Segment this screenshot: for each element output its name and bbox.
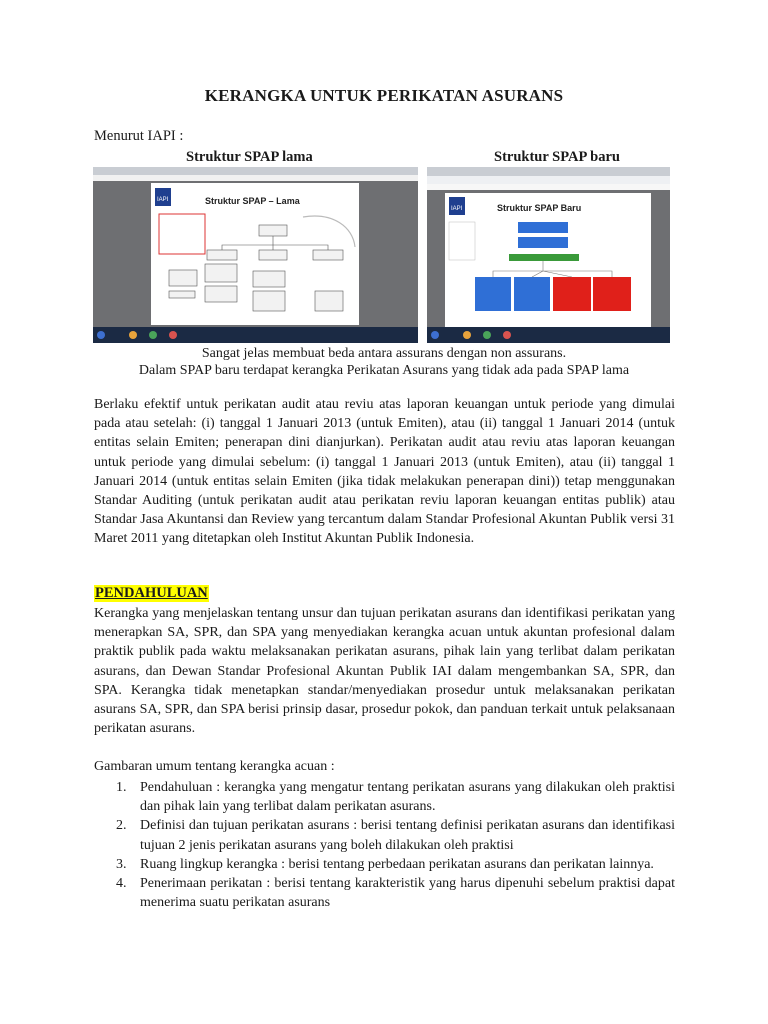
list-intro: Gambaran umum tentang kerangka acuan : — [94, 759, 335, 774]
document-title: KERANGKA UNTUK PERIKATAN ASURANS — [204, 86, 564, 105]
list-item-number: 4. — [116, 876, 127, 892]
list-item — [94, 778, 675, 816]
new-slide-title: Struktur SPAP Baru — [497, 203, 582, 213]
list-item-text: Pendahuluan : kerangka yang mengatur tentang perikatan asurans yang dilakukan oleh praktisi dan pihak lain yang terlibat dalam perikatan asurans. — [140, 780, 675, 815]
list-item — [94, 816, 675, 854]
old-slide-title: Struktur SPAP – Lama — [205, 196, 300, 206]
figure-note-1: Sangat jelas membuat beda antara assurans dengan non assurans. — [201, 346, 567, 361]
old-structure-caption: Struktur SPAP lama — [186, 149, 313, 165]
new-spap-figure — [427, 167, 670, 343]
list-item-number: 2. — [116, 818, 127, 834]
framework-overview-list — [94, 778, 675, 912]
list-item-number: 3. — [116, 856, 127, 872]
new-spap-screenshot — [427, 167, 670, 343]
list-item-text: Penerimaan perikatan : berisi tentang karakteristik yang harus dipenuhi sebelum praktisi dapat menerima suatu perikatan asurans — [140, 876, 675, 911]
list-item-text: Ruang lingkup kerangka : berisi tentang perbedaan perikatan asurans dan perikatan lainnya. — [140, 856, 654, 872]
old-spap-screenshot — [93, 167, 418, 343]
intro-label: Menurut IAPI : — [94, 128, 184, 144]
list-item-text: Definisi dan tujuan perikatan asurans : berisi tentang definisi perikatan asurans dan identifikasi tujuan 2 jenis perikatan asurans yang boleh dilakukan oleh praktisi — [140, 818, 675, 853]
effective-date-paragraph: Berlaku efektif untuk perikatan audit atau reviu atas laporan keuangan untuk periode yang dimulai pada atau setelah: (i) tanggal 1 Januari 2013 (untuk Emiten), atau (ii) tanggal 1 Januari 2014 (untuk entitas selain Emiten; penerapan dini dianjurkan). Perikatan audit atau reviu atas laporan keuangan untuk periode yang dimulai sebelum: (i) tanggal 1 Januari 2013 (untuk Emiten), atau (ii) tanggal 1 Januari 2014 (untuk entitas selain Emiten (jika tidak melakukan penerapan dini)) tetap menggunakan Standar Auditing (untuk perikatan audit atau perikatan reviu laporan keuangan entitas publik) atau Standar Jasa Akuntansi dan Review yang tercantum dalam Standar Profesional Akuntan Publik versi 31 Maret 2011 yang ditetapkan oleh Institut Akuntan Publik Indonesia. — [94, 397, 675, 547]
section-heading: PENDAHULUAN — [95, 585, 208, 601]
iapi-logo-text: IAPI — [157, 197, 169, 203]
figure-note-2: Dalam SPAP baru terdapat kerangka Perikatan Asurans yang tidak ada pada SPAP lama — [138, 363, 630, 378]
list-item — [94, 874, 675, 912]
old-spap-figure — [93, 167, 418, 343]
introduction-paragraph: Kerangka yang menjelaskan tentang unsur dan tujuan perikatan asurans dan identifikasi perikatan yang menerapkan SA, SPR, dan SPA yang menyediakan kerangka acuan untuk akuntan profesional dalam praktik publik pada waktu melaksanakan perikatan asurans, pihak lain yang terlibat dalam perikatan asurans, dan Dewan Standar Profesional Akuntan Publik IAI dalam mengembankan SA, SPR, dan SPA. Kerangka tidak menetapkan standar/menyediakan prosedur untuk melaksanakan perikatan asurans SA, SPR, dan SPA berisi prinsip dasar, prosedur pokok, dan panduan terkait untuk pelaksanaan perikatan asurans. — [94, 606, 675, 737]
new-structure-caption: Struktur SPAP baru — [494, 149, 620, 165]
iapi-logo-new-text: IAPI — [451, 206, 463, 212]
list-item-number: 1. — [116, 780, 127, 795]
taskbar — [93, 327, 418, 343]
list-item — [94, 855, 675, 874]
